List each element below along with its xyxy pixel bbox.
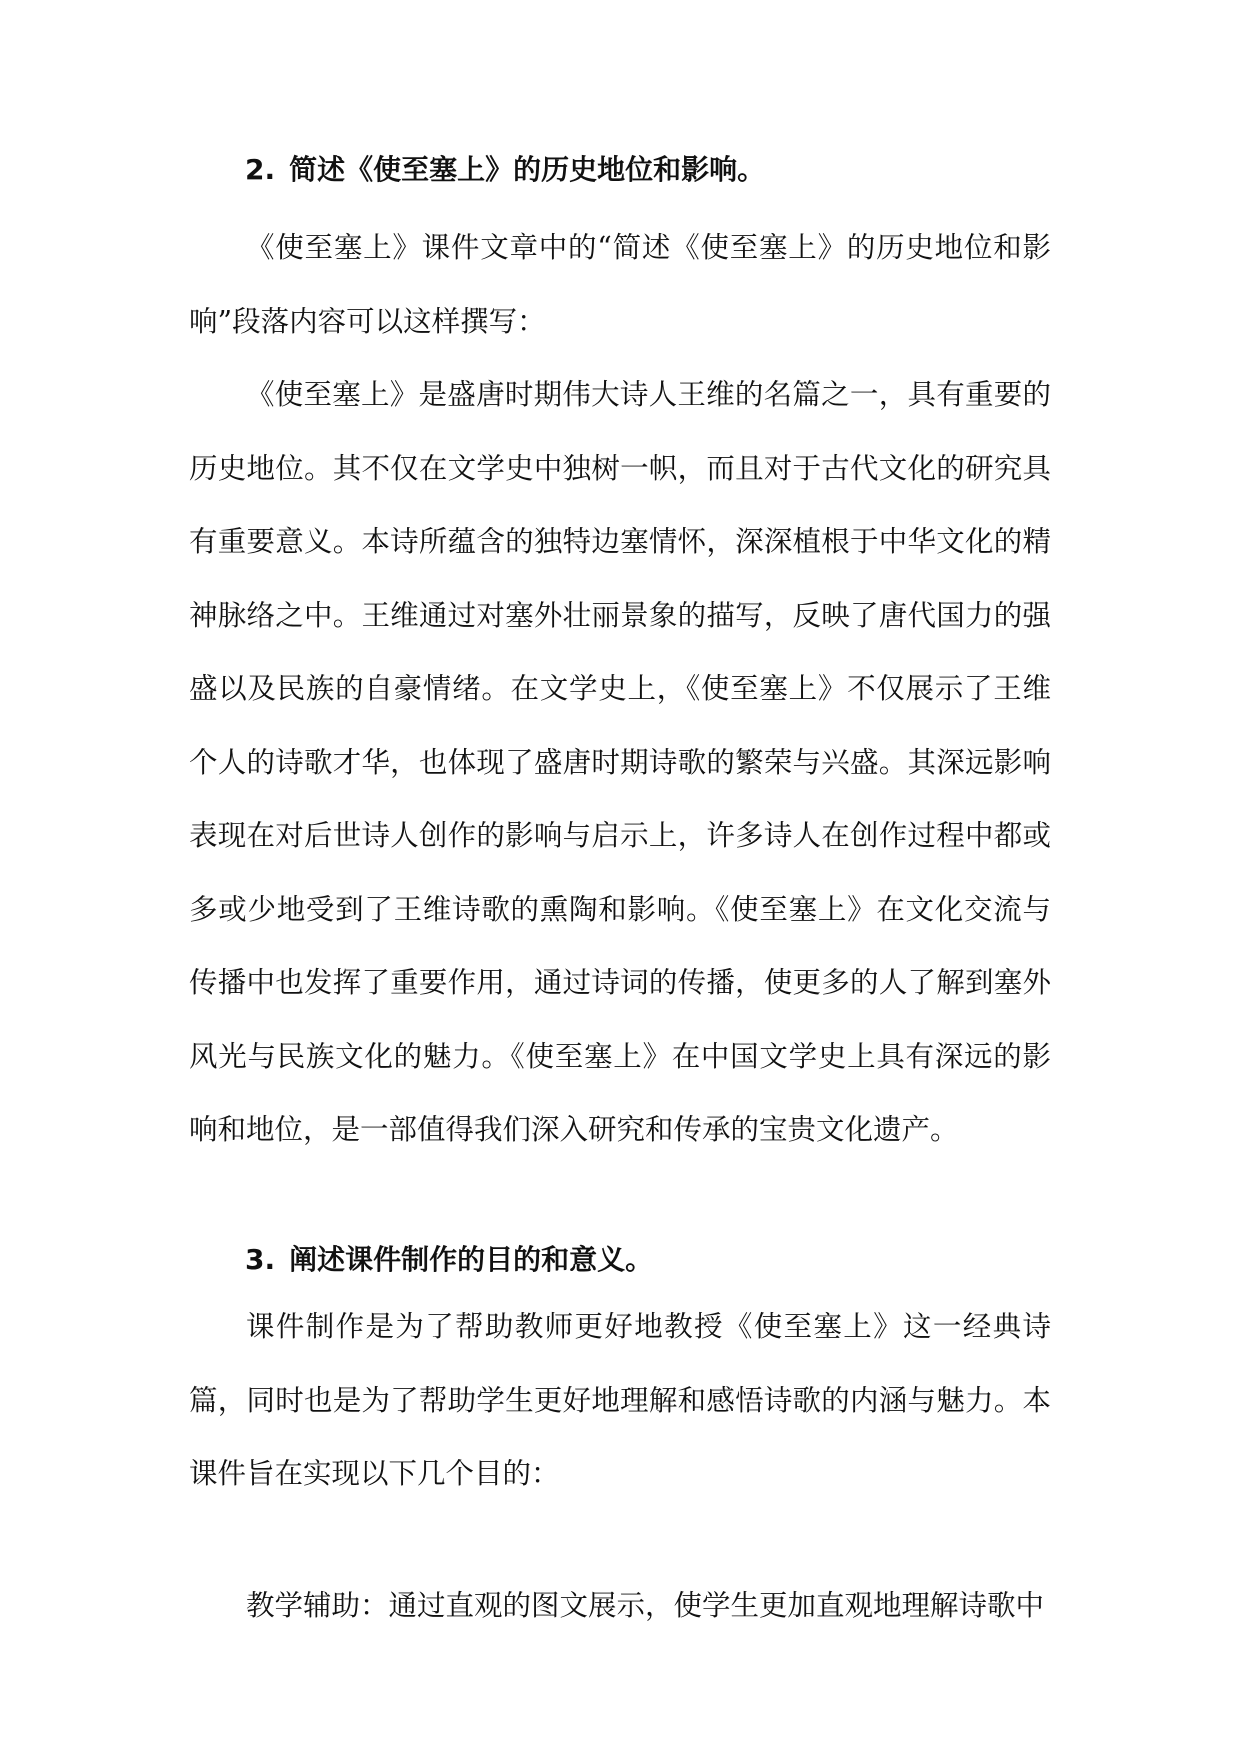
section-3-body-paragraph: 课件制作是为了帮助教师更好地教授《使至塞上》这一经典诗篇，同时也是为了帮助学生更好地理解和感悟诗歌的内涵与魅力。本课件旨在实现以下几个目的： (189, 1310, 1051, 1490)
section-2-heading (245, 150, 765, 190)
section-2-body-paragraph: 《使至塞上》是盛唐时期伟大诗人王维的名篇之一，具有重要的历史地位。其不仅在文学史中独树一帜，而且对于古代文化的研究具有重要意义。本诗所蕴含的独特边塞情怀，深深植根于中华文化的精神脉络之中。王维通过对塞外壮丽景象的描写，反映了唐代国力的强盛以及民族的自豪情绪。在文学史上，《使至塞上》不仅展示了王维个人的诗歌才华，也体现了盛唐时期诗歌的繁荣与兴盛。其深远影响表现在对后世诗人创作的影响与启示上，许多诗人在创作过程中都或多或少地受到了王维诗歌的熏陶和影响。《使至塞上》在文化交流与传播中也发挥了重要作用，通过诗词的传播，使更多的人了解到塞外风光与民族文化的魅力。《使至塞上》在中国文学史上具有深远的影响和地位，是一部值得我们深入研究和传承的宝贵文化遗产。 (189, 378, 1051, 1146)
section-3-title: 阐述课件制作的目的和意义。 (289, 1243, 654, 1276)
section-2-title: 简述《使至塞上》的历史地位和影响。 (289, 153, 766, 186)
section-3-heading (245, 1240, 653, 1280)
section-2-number: 2. (245, 153, 276, 186)
section-3-number: 3. (245, 1243, 276, 1276)
section-2-intro-paragraph: 《使至塞上》课件文章中的“简述《使至塞上》的历史地位和影响”段落内容可以这样撰写： (189, 231, 1051, 338)
section-3-aid-paragraph: 教学辅助：通过直观的图文展示，使学生更加直观地理解诗歌中 (246, 1589, 1045, 1622)
